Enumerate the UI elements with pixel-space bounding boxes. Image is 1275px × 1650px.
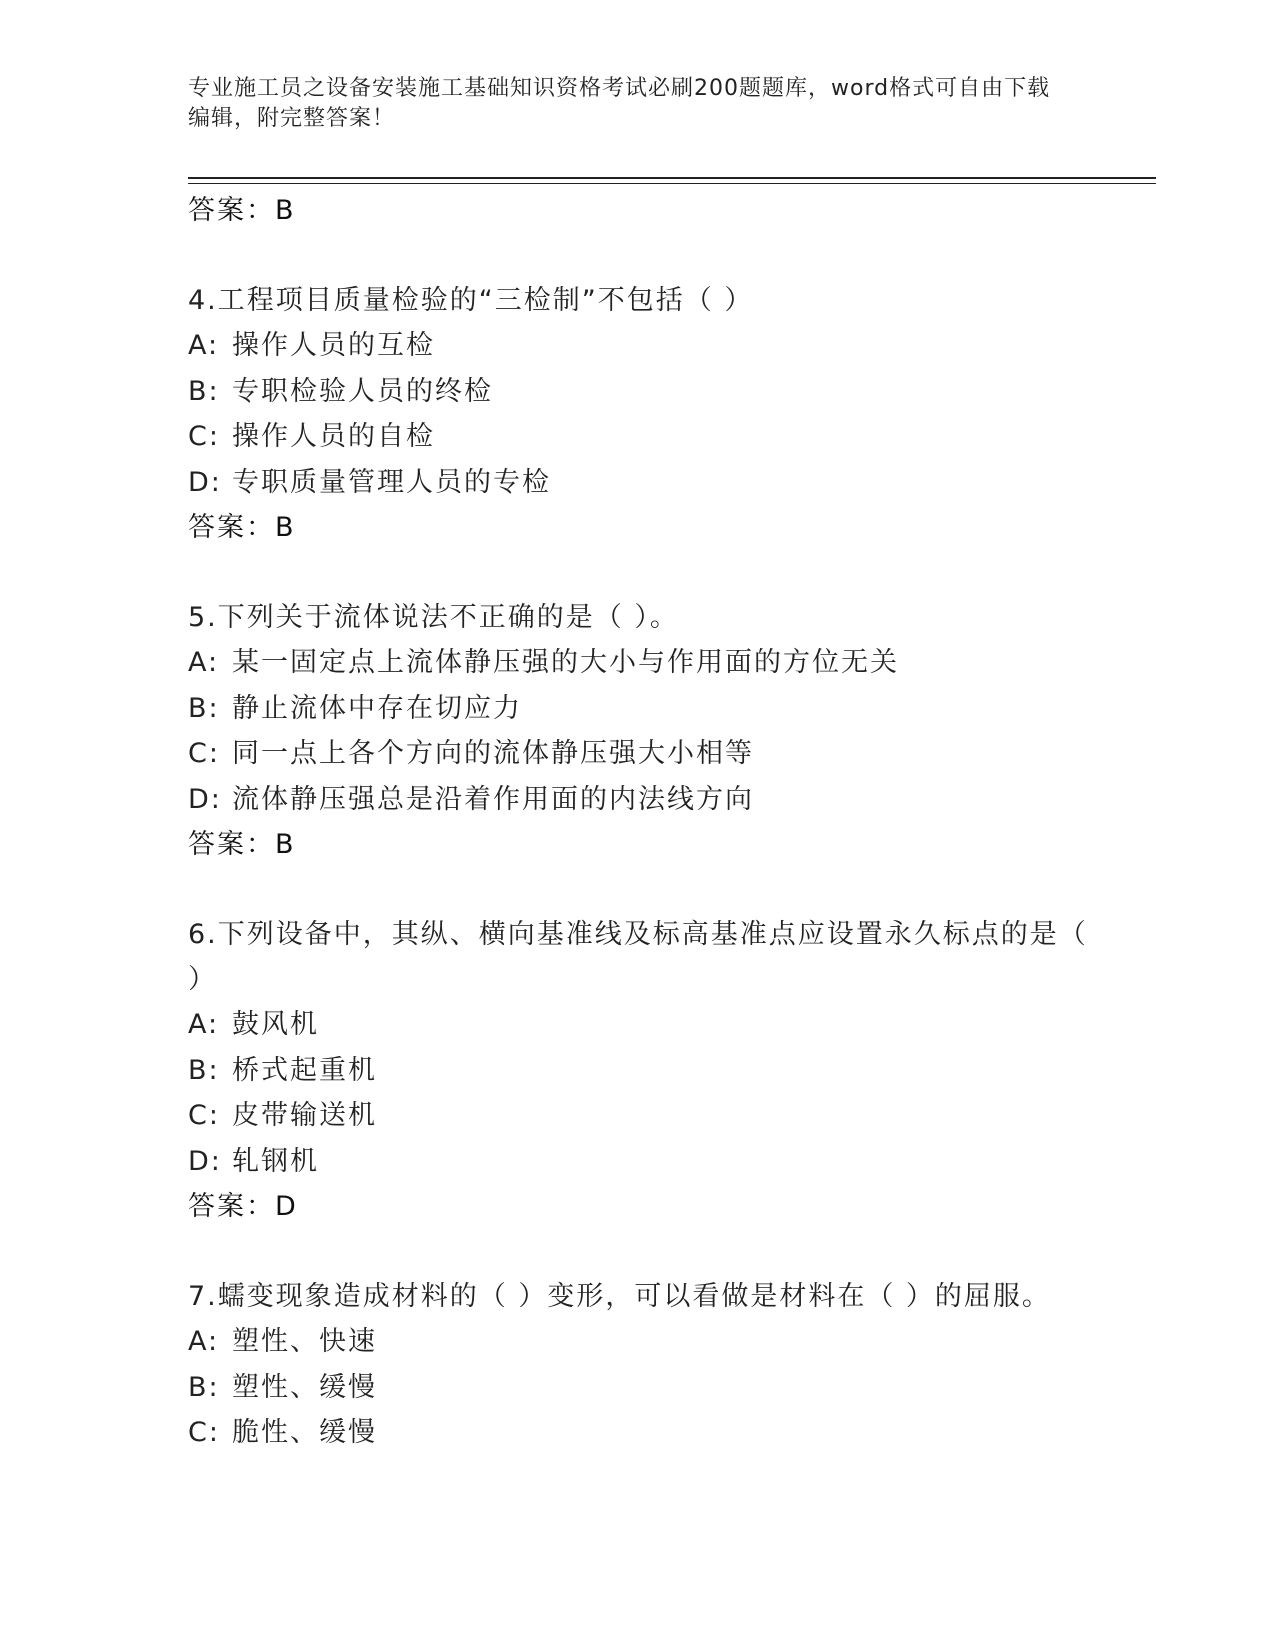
question-stem: 4.工程项目质量检验的“三检制”不包括（ ） [188,285,754,316]
option-b [188,1048,1088,1094]
answer-line: 答案：D [188,1191,298,1222]
question-block [188,595,1088,868]
option-text: 静止流体中存在切应力 [232,692,522,724]
answer-line: 答案：B [188,195,296,226]
question-stem: 5.下列关于流体说法不正确的是（ ）。 [188,602,679,633]
option-letter: B: [188,1054,220,1086]
option-c [188,1093,1088,1139]
option-text: 塑性、缓慢 [232,1371,377,1403]
option-letter: A: [188,1009,220,1040]
question-list [188,188,1088,1456]
option-letter: C: [188,1417,220,1448]
option-d [188,1139,1088,1185]
header-divider-thick [188,177,1156,179]
option-text: 同一点上各个方向的流体静压强大小相等 [232,738,754,769]
option-letter: D: [188,466,222,498]
question-block [188,278,1088,551]
option-a [188,640,1088,686]
question-stem: 7.蠕变现象造成材料的（ ）变形，可以看做是材料在（ ）的屈服。 [188,1281,1051,1312]
option-letter: C: [188,738,220,769]
header-divider-thin [188,183,1156,184]
option-b [188,686,1088,732]
option-letter: A: [188,1326,220,1357]
option-b [188,1365,1088,1411]
option-d [188,460,1088,506]
option-letter: A: [188,330,220,361]
option-text: 轧钢机 [232,1145,319,1177]
question-block [188,912,1088,1230]
option-letter: D: [188,1145,222,1177]
option-text: 专职质量管理人员的专检 [232,466,551,498]
answer-line: 答案：B [188,829,296,860]
option-text: 某一固定点上流体静压强的大小与作用面的方位无关 [232,647,899,678]
option-letter: A: [188,647,220,678]
option-letter: B: [188,692,220,724]
option-d [188,777,1088,823]
option-letter: B: [188,375,220,407]
option-b [188,369,1088,415]
option-c [188,1410,1088,1456]
answer-line: 答案：B [188,512,296,543]
option-letter: D: [188,783,222,815]
option-text: 皮带输送机 [232,1100,377,1131]
option-c [188,731,1088,777]
option-a [188,1002,1088,1048]
option-text: 专职检验人员的终检 [232,375,493,407]
option-letter: C: [188,421,220,452]
option-letter: C: [188,1100,220,1131]
question-stem: 6.下列设备中，其纵、横向基准线及标高基准点应设置永久标点的是（ ） [188,919,1088,995]
option-a [188,1319,1088,1365]
option-text: 流体静压强总是沿着作用面的内法线方向 [232,783,754,815]
option-c [188,414,1088,460]
document-header: 专业施工员之设备安装施工基础知识资格考试必刷200题题库，word格式可自由下载编辑，附完整答案！ [188,76,1051,131]
option-a [188,323,1088,369]
option-text: 桥式起重机 [232,1054,377,1086]
option-text: 鼓风机 [232,1009,319,1040]
option-text: 操作人员的互检 [232,330,435,361]
option-text: 操作人员的自检 [232,421,435,452]
option-text: 塑性、快速 [232,1326,377,1357]
question-block [188,1274,1088,1456]
option-text: 脆性、缓慢 [232,1417,377,1448]
option-letter: B: [188,1371,220,1403]
